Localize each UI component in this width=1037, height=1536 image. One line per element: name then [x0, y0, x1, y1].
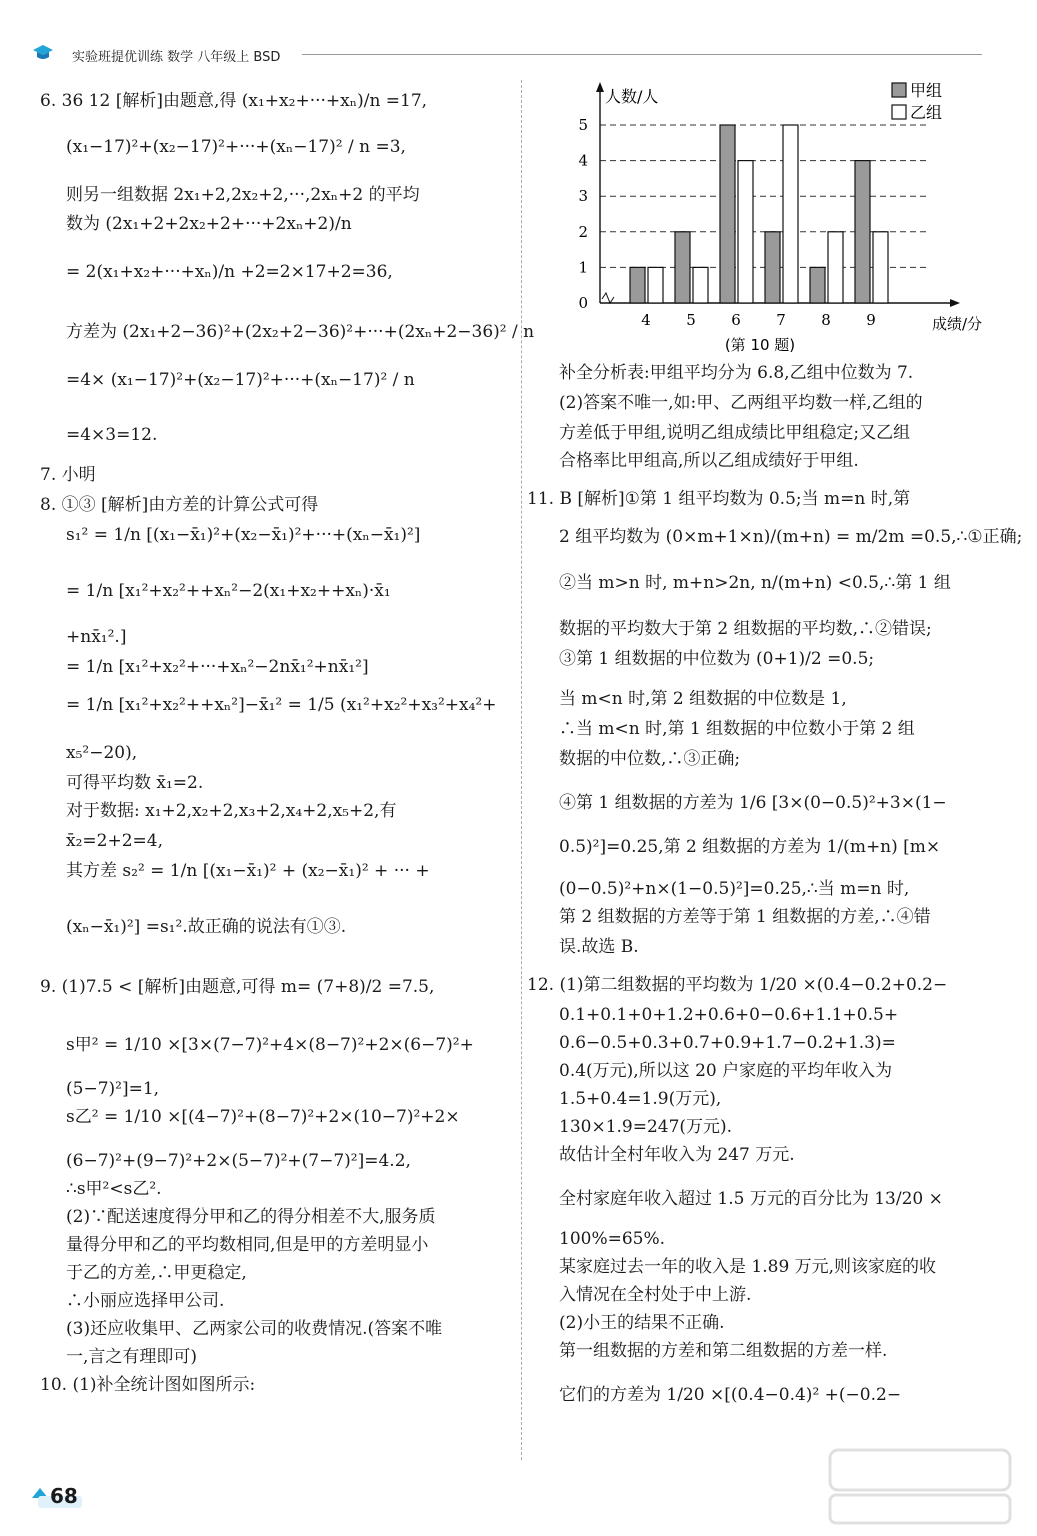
right_column-line: ∴当 m<n 时,第 1 组数据的中位数小于第 2 组: [559, 719, 915, 739]
left_column-line: (x₁−17)²+(x₂−17)²+···+(xₙ−17)² / n =3,: [66, 137, 406, 157]
right_column-line: 误.故选 B.: [559, 937, 639, 957]
right_column-line: 0.4(万元),所以这 20 户家庭的平均年收入为: [559, 1061, 893, 1081]
left_column-line: 数为 (2x₁+2+2x₂+2+···+2xₙ+2)/n: [66, 214, 352, 234]
left_column-line: (5−7)²]=1,: [66, 1079, 160, 1099]
right_column-line: 故估计全村年收入为 247 万元.: [559, 1145, 795, 1165]
y-tick-label: 0: [578, 294, 588, 312]
left_column-line: =4×3=12.: [66, 425, 158, 445]
bar-group-a: [675, 232, 690, 303]
bar-group-b: [828, 232, 843, 303]
left_column-line: 9. (1)7.5 < [解析]由题意,可得 m= (7+8)/2 =7.5,: [40, 977, 435, 997]
chart-caption: (第 10 题): [724, 336, 796, 354]
legend-swatch: [892, 105, 906, 119]
right_column-line: 方差低于甲组,说明乙组成绩比甲组稳定;又乙组: [559, 423, 911, 443]
left_column-line: = 1/n [x₁²+x₂²++xₙ²−2(x₁+x₂++xₙ)·x̄₁: [66, 581, 391, 601]
right_column-line: (0−0.5)²+n×(1−0.5)²]=0.25,∴当 m=n 时,: [559, 879, 910, 899]
bar-group-a: [720, 125, 735, 303]
right_column-line: 数据的中位数,∴③正确;: [559, 749, 741, 769]
right_column-line: 它们的方差为 1/20 ×[(0.4−0.4)² +(−0.2−: [559, 1385, 902, 1405]
y-axis-arrow: [596, 82, 604, 92]
left_column-line: 7. 小明: [40, 465, 96, 485]
y-tick-label: 4: [578, 151, 588, 170]
left_column-line: 可得平均数 x̄₁=2.: [66, 773, 204, 793]
left_column-line: =4× (x₁−17)²+(x₂−17)²+···+(xₙ−17)² / n: [66, 370, 415, 390]
right_column-line: 11. B [解析]①第 1 组平均数为 0.5;当 m=n 时,第: [527, 489, 911, 509]
left_column-line: (3)还应收集甲、乙两家公司的收费情况.(答案不唯: [66, 1319, 443, 1339]
left_column-line: 方差为 (2x₁+2−36)²+(2x₂+2−36)²+···+(2xₙ+2−36)² / n: [66, 322, 535, 342]
left_column-line: 于乙的方差,∴甲更稳定,: [66, 1263, 247, 1283]
right_column-line: 第 2 组数据的方差等于第 1 组数据的方差,∴④错: [559, 907, 931, 927]
bar-group-a: [630, 267, 645, 303]
bar-group-a: [765, 232, 780, 303]
left_column-line: 对于数据: x₁+2,x₂+2,x₃+2,x₄+2,x₅+2,有: [66, 801, 397, 821]
bar-group-a: [855, 161, 870, 303]
x-tick-label: 4: [641, 311, 651, 329]
legend-label: 甲组: [910, 81, 943, 100]
left_column-line: x̄₂=2+2=4,: [66, 831, 163, 851]
bar-group-b: [783, 125, 798, 303]
right_column-line: 第一组数据的方差和第二组数据的方差一样.: [559, 1341, 888, 1361]
right_column-line: ④第 1 组数据的方差为 1/6 [3×(0−0.5)²+3×(1−: [559, 793, 947, 813]
right_column-line: (2)小王的结果不正确.: [559, 1313, 725, 1333]
right_column-line: 12. (1)第二组数据的平均数为 1/20 ×(0.4−0.2+0.2−: [527, 975, 948, 995]
left_column-line: s甲² = 1/10 ×[3×(7−7)²+4×(8−7)²+2×(6−7)²+: [66, 1035, 474, 1055]
right_column-line: 0.6−0.5+0.3+0.7+0.9+1.7−0.2+1.3)=: [559, 1033, 896, 1053]
left_column-line: (2)∵配送速度得分甲和乙的得分相差不大,服务质: [66, 1207, 436, 1227]
right_column-line: 0.5)²]=0.25,第 2 组数据的方差为 1/(m+n) [m×: [559, 837, 941, 857]
left_column-line: (6−7)²+(9−7)²+2×(5−7)²+(7−7)²]=4.2,: [66, 1151, 411, 1171]
left_column-line: 量得分甲和乙的平均数相同,但是甲的方差明显小: [66, 1235, 429, 1255]
left_column-line: (xₙ−x̄₁)²] =s₁².故正确的说法有①③.: [66, 917, 347, 937]
page-number: 68: [50, 1484, 78, 1508]
legend-label: 乙组: [910, 103, 943, 122]
watermark-logo: [820, 1440, 1020, 1530]
right_column-line: 0.1+0.1+0+1.2+0.6+0−0.6+1.1+0.5+: [559, 1005, 899, 1025]
left_column-line: = 2(x₁+x₂+···+xₙ)/n +2=2×17+2=36,: [66, 262, 393, 282]
y-tick-label: 1: [578, 258, 588, 277]
right_column-line: (2)答案不唯一,如:甲、乙两组平均数一样,乙组的: [559, 393, 923, 413]
left_column-line: 10. (1)补全统计图如图所示:: [40, 1375, 256, 1395]
right_column-line: 2 组平均数为 (0×m+1×n)/(m+n) = m/2m =0.5,∴①正确;: [559, 527, 1023, 547]
left_column-line: 6. 36 12 [解析]由题意,得 (x₁+x₂+···+xₙ)/n =17,: [40, 91, 428, 111]
x-tick-label: 5: [686, 311, 696, 329]
right_column-line: 补全分析表:甲组平均分为 6.8,乙组中位数为 7.: [559, 363, 914, 383]
x-axis-arrow: [950, 299, 960, 307]
right_column-line: 数据的平均数大于第 2 组数据的平均数,∴②错误;: [559, 619, 932, 639]
bar-group-b: [648, 267, 663, 303]
right_column-line: 全村家庭年收入超过 1.5 万元的百分比为 13/20 ×: [559, 1189, 943, 1209]
y-tick-label: 3: [578, 187, 588, 206]
legend-swatch: [892, 83, 906, 97]
right_column-line: 合格率比甲组高,所以乙组成绩好于甲组.: [559, 451, 859, 471]
x-tick-label: 8: [821, 311, 831, 329]
bar-group-b: [873, 232, 888, 303]
left_column-line: s₁² = 1/n [(x₁−x̄₁)²+(x₂−x̄₁)²+···+(xₙ−x̄₁)²]: [66, 525, 421, 545]
right_column-line: 130×1.9=247(万元).: [559, 1117, 733, 1137]
y-tick-label: 5: [578, 116, 588, 134]
right_column-line: 100%=65%.: [559, 1229, 666, 1249]
graduation-cap-icon: [32, 44, 54, 62]
right_column-line: 某家庭过去一年的收入是 1.89 万元,则该家庭的收: [559, 1257, 937, 1277]
right_column-line: ②当 m>n 时, m+n>2n, n/(m+n) <0.5,∴第 1 组: [559, 573, 951, 593]
bar-group-a: [810, 267, 825, 303]
right_column-line: ③第 1 组数据的中位数为 (0+1)/2 =0.5;: [559, 649, 875, 669]
bar-group-b: [738, 161, 753, 303]
page-header: [0, 0, 1037, 70]
left_column-line: 一,言之有理即可): [66, 1347, 198, 1367]
right_column-line: 入情况在全村处于中上游.: [559, 1285, 752, 1305]
left_column-line: = 1/n [x₁²+x₂²++xₙ²]−x̄₁² = 1/5 (x₁²+x₂²+x₃²+x₄²+: [66, 695, 497, 715]
header-rule: [302, 54, 982, 55]
book-title: 实验班提优训练 数学 八年级上 BSD: [72, 50, 281, 65]
left_column-line: s乙² = 1/10 ×[(4−7)²+(8−7)²+2×(10−7)²+2×: [66, 1107, 460, 1127]
axis-break-mark: [602, 293, 614, 303]
left_column-line: x₅²−20),: [66, 743, 138, 763]
left_column-line: 则另一组数据 2x₁+2,2x₂+2,···,2xₙ+2 的平均: [66, 185, 420, 205]
column-divider: [521, 80, 522, 1460]
x-tick-label: 9: [866, 311, 876, 329]
left_column-line: ∴小丽应选择甲公司.: [66, 1291, 225, 1311]
right_column-line: 当 m<n 时,第 2 组数据的中位数是 1,: [559, 689, 847, 709]
score-bar-chart: [560, 80, 1000, 370]
left_column-line: = 1/n [x₁²+x₂²+···+xₙ²−2nx̄₁²+nx̄₁²]: [66, 657, 369, 677]
x-tick-label: 7: [776, 311, 786, 329]
right_column-line: 1.5+0.4=1.9(万元),: [559, 1089, 722, 1109]
left_column-line: 8. ①③ [解析]由方差的计算公式可得: [40, 495, 319, 515]
y-axis-label: 人数/人: [605, 87, 659, 106]
left_column-line: +nx̄₁².]: [66, 627, 127, 647]
left_column-line: 其方差 s₂² = 1/n [(x₁−x̄₁)² + (x₂−x̄₁)² + ··· +: [66, 861, 430, 881]
bar-group-b: [693, 267, 708, 303]
left_column-line: ∴s甲²<s乙².: [66, 1179, 162, 1199]
x-tick-label: 6: [731, 311, 741, 329]
y-tick-label: 2: [578, 222, 588, 241]
x-axis-label: 成绩/分: [932, 315, 983, 333]
